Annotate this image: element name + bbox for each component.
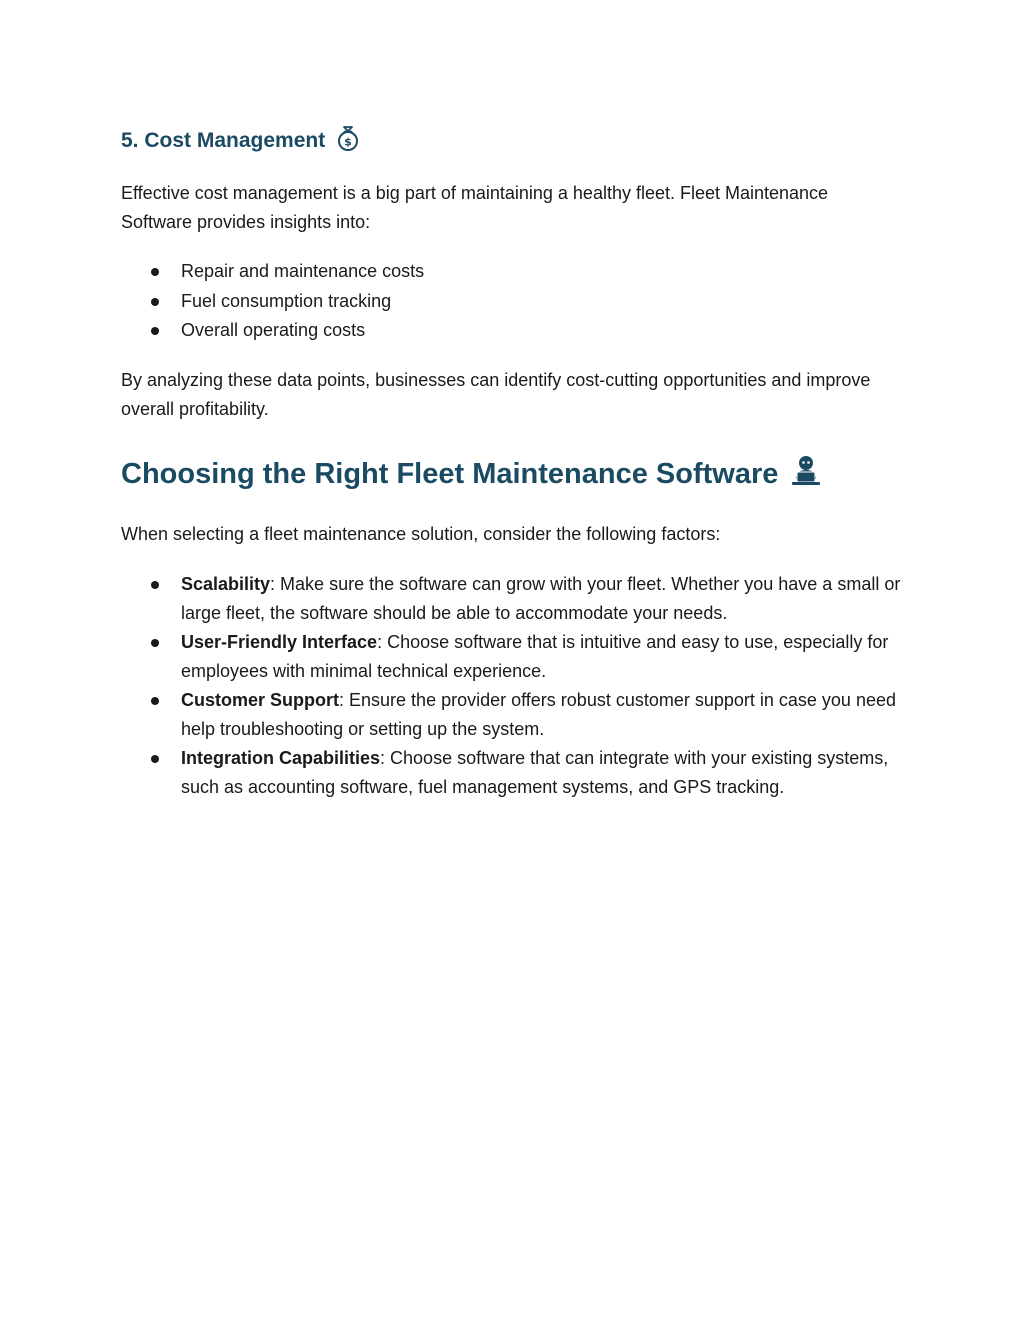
bullet-icon bbox=[151, 327, 159, 335]
svg-text:$: $ bbox=[344, 135, 353, 149]
bullet-icon bbox=[151, 268, 159, 276]
cost-intro-paragraph: Effective cost management is a big part of maintaining a healthy fleet. Fleet Maintenance Software provides insights into: bbox=[121, 183, 829, 232]
factor-term: Customer Support bbox=[181, 690, 340, 710]
list-item: Fuel consumption tracking bbox=[121, 287, 911, 316]
cost-management-heading bbox=[121, 124, 361, 158]
factor-text: : Ensure the provider offers robust customer support in case you need help troubleshooting or setting up the system. bbox=[181, 690, 896, 739]
cost-closing-paragraph: By analyzing these data points, businesses can identify cost-cutting opportunities and improve overall profitability. bbox=[121, 370, 871, 419]
list-item: Overall operating costs bbox=[121, 316, 911, 345]
bullet-icon bbox=[151, 755, 159, 763]
technologist-icon bbox=[788, 453, 824, 495]
bullet-icon bbox=[151, 639, 159, 647]
choosing-intro-paragraph: When selecting a fleet maintenance solution, consider the following factors: bbox=[121, 524, 721, 544]
bullet-icon bbox=[151, 581, 159, 589]
choosing-software-heading bbox=[121, 453, 824, 495]
factor-term: User-Friendly Interface bbox=[181, 632, 378, 652]
choosing-software-heading-text: Choosing the Right Fleet Maintenance Software bbox=[121, 457, 779, 490]
cost-insights-list bbox=[121, 257, 911, 346]
list-item bbox=[121, 570, 911, 627]
money-bag-icon bbox=[335, 124, 361, 158]
factor-term: Scalability bbox=[181, 574, 271, 594]
list-item bbox=[121, 744, 911, 801]
list-item bbox=[121, 628, 911, 685]
factor-text: : Make sure the software can grow with your fleet. Whether you have a small or large fleet, the software should be able to accommodate your needs. bbox=[181, 574, 901, 623]
factor-text: : Choose software that is intuitive and easy to use, especially for employees with minimal technical experience. bbox=[181, 632, 889, 681]
cost-management-heading-text: 5. Cost Management bbox=[121, 129, 326, 152]
bullet-icon bbox=[151, 298, 159, 306]
list-item bbox=[121, 686, 911, 743]
list-item: Repair and maintenance costs bbox=[121, 257, 911, 286]
bullet-icon bbox=[151, 697, 159, 705]
factors-list bbox=[121, 570, 911, 802]
factor-text: : Choose software that can integrate with your existing systems, such as accounting software, fuel management systems, and GPS tracking. bbox=[181, 748, 889, 797]
factor-term: Integration Capabilities bbox=[181, 748, 381, 768]
